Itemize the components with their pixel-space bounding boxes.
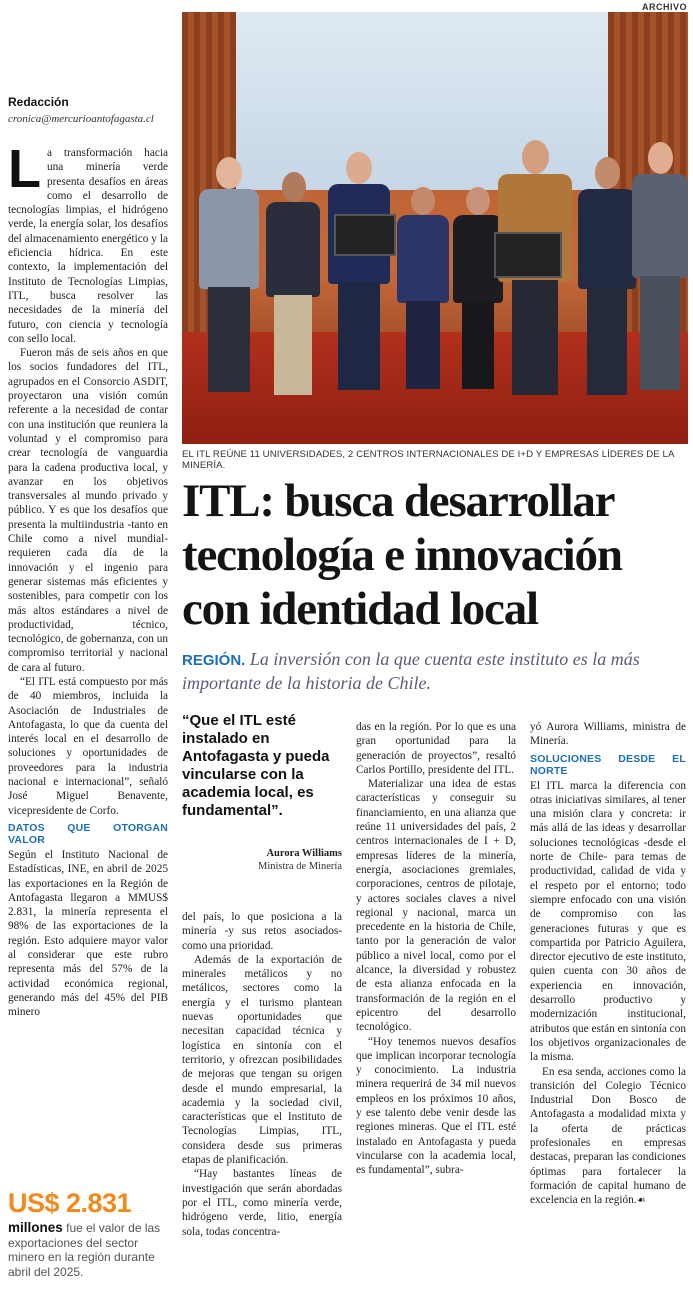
paragraph: Además de la exportación de minerales metálicos y no metálicos, sectores como la energía y el turismo plantean nuevas oportunidades que necesitan capacidad técnica y logística en sintonía con el territorio, y ofrezcan posibilidades de mejoras que tengan su origen desde el mundo empresarial, la academia y la sociedad civil, características que el Instituto de Tecnologías Limpias, ITL, considera desde sus primeras etapas de planificación. bbox=[182, 953, 342, 1167]
headline-line-2: tecnología e innovación bbox=[182, 529, 622, 581]
paragraph: En esa senda, acciones como la transición del Colegio Técnico Industrial Don Bosco de Antofagasta a modalidad mixta y la oferta de prácticas profesionales en empresas destacas, preparan las condiciones óptimas para fortalecer la formación de capital humano de excelencia en la región.☙ bbox=[530, 1065, 686, 1207]
paragraph: del país, lo que posiciona a la minería -y sus retos asociados- como una prioridad. bbox=[182, 911, 342, 952]
article-photo bbox=[182, 12, 688, 444]
person-3 bbox=[324, 152, 394, 397]
paragraph: yó Aurora Williams, ministra de Minería. bbox=[530, 721, 686, 748]
paragraph: Materializar una idea de estas características y conseguir su financiamiento, en una alianza que reúne 11 universidades del país, 2 centros internacionales de I + D, empresas líderes de la minería, energía, asociaciones gremiales, corporaciones, centros de pilotaje, y actores sociales claves a nivel regional y nacional, marca un precedente en la historia de Chile, tanto por la generación de valor público a nivel local, como por el alcance, la diversidad y robustez de esta alianza enfocada en la transformación de la región en el epicentro del desarrollo tecnológico. bbox=[356, 778, 516, 1034]
photo-caption: EL ITL REÚNE 11 UNIVERSIDADES, 2 CENTROS INTERNACIONALES DE I+D Y EMPRESAS LÍDERES DE LA MINERÍA. bbox=[182, 449, 674, 471]
stat-unit: millones bbox=[8, 1220, 63, 1235]
column-1 bbox=[8, 139, 168, 1020]
quote-author: Aurora Williams bbox=[266, 848, 342, 859]
region-tag: REGIÓN. bbox=[182, 652, 246, 669]
subheadline bbox=[182, 648, 688, 694]
paragraph: “Hoy tenemos nuevos desafíos que implican incorporar tecnología y conocimiento. La industria minera requerirá de 34 mil nuevos empleos en los próximos 10 años, y ese talento debe venir desde las regiones mineras. Que el ITL esté instalado en Antofagasta y pueda vincularse con la academia local, es fundamental”, subra- bbox=[356, 1035, 516, 1177]
headline-line-3: con identidad local bbox=[182, 583, 538, 635]
stat-description: millones fue el valor de las exportaciones del sector minero en la región durante abril del 2025. bbox=[8, 1220, 161, 1279]
section-heading: SOLUCIONES DESDE EL NORTE bbox=[530, 752, 686, 777]
headline-line-1: ITL: busca desarrollar bbox=[182, 475, 615, 527]
section-label: ARCHIVO bbox=[641, 2, 687, 12]
pull-quote bbox=[182, 712, 342, 872]
person-1 bbox=[194, 157, 264, 397]
quote-role: Ministra de Minería bbox=[258, 861, 342, 872]
paragraph: Fueron más de seis años en que los socios fundadores del ITL, agrupados en el Consorcio ASDIT, proyectaron una visión común referente a la necesidad de contar con una institución que reuniera la voluntad y el compromiso para crear tecnología de vanguardia para la cadena productiva local, y avanzar en los objetivos transversales al mundo privado y público. Y es que los desafíos que presenta la multiindustria -tanto en Chile como a nivel mundial- requieren cada día de la innovación y el ingenio para generar sistemas más eficientes y sostenibles, para competir con los más altos estándares a nivel de productividad, técnico, tecnológico, de gobernanza, con un compromiso territorial y nacional de cara al futuro. bbox=[8, 347, 168, 674]
column-4 bbox=[530, 720, 686, 1209]
stat-value: US$ 2.831 bbox=[8, 1188, 132, 1218]
author-email: cronica@mercurioantofagasta.cl bbox=[8, 113, 154, 125]
paragraph: “Hay bastantes líneas de investigación que serán abordadas por el ITL, como minería verde, hidrógeno verde, litio, energía sola, todas concentra- bbox=[182, 1168, 342, 1238]
person-8 bbox=[630, 142, 688, 397]
paragraph: La transformación hacia una minería verde presenta desafíos en áreas como el desarrollo de tecnologías limpias, el hidrógeno verde, la energía solar, los desafíos del almacenamiento energético y la eficiencia hídrica. En este contexto, la implementación del Instituto de Tecnologías Limpias, ITL, busca resolver las necesidades de la minería del futuro, con ciencia y tecnología con sello local. bbox=[8, 139, 168, 345]
person-2 bbox=[262, 172, 324, 402]
headline bbox=[182, 474, 688, 636]
person-6 bbox=[494, 140, 576, 400]
section-heading: DATOS QUE OTORGAN VALOR bbox=[8, 821, 168, 846]
author-name: Redacción bbox=[8, 95, 69, 109]
column-3 bbox=[356, 720, 516, 1178]
quote-text: “Que el ITL esté instalado en Antofagasta y pueda vincularse con la academia local, es fundamental”. bbox=[182, 712, 330, 819]
stat-box bbox=[8, 1188, 168, 1279]
paragraph: “El ITL está compuesto por más de 40 miembros, incluida la Asociación de Industriales de Antofagasta, lo que da cuenta del interés local en el desarrollo de soluciones y oportunidades de proveedores para la industria nacional e internacional”, señaló José Miguel Benavente, vicepresidente de Corfo. bbox=[8, 675, 168, 817]
paragraph: Según el Instituto Nacional de Estadísticas, INE, en abril de 2025 las exportaciones en la Región de Antofagasta llegaron a MMUS$ 2.831, la minería representa el 98% de las exportaciones de la región. Esto adquiere mayor valor al considerar que este rubro representa más del 57% de la actividad económica regional, generando más del 45% del PIB minero bbox=[8, 848, 168, 1019]
byline bbox=[8, 95, 168, 125]
person-4 bbox=[394, 187, 452, 392]
drop-cap: L bbox=[8, 139, 41, 199]
paragraph: El ITL marca la diferencia con otras iniciativas similares, al tener una misión clara y concreta: ir más allá de las ideas y desarrollar soluciones tecnológicas -desde el norte de Chile- para temas de productividad, calidad de vida y el respeto por el entorno; todo siempre enfocado con una visión de compromiso con las generaciones futuras y que es compartida por Patricio Aguilera, director ejecutivo de este instituto, quien cuenta con 30 años de experiencia en innovación, desarrollo productivo y modernización institucional, atributos que están en sintonía con los objetivos organizacionales de la misma. bbox=[530, 779, 686, 1064]
paragraph: das en la región. Por lo que es una gran oportunidad para la generación de proyectos”, resaltó Carlos Portillo, presidente del ITL. bbox=[356, 721, 516, 776]
column-2 bbox=[182, 910, 342, 1239]
subheadline-text: La inversión con la que cuenta este instituto es la más importante de la historia de Chile. bbox=[182, 649, 640, 693]
end-mark-icon: ☙ bbox=[636, 1195, 646, 1207]
